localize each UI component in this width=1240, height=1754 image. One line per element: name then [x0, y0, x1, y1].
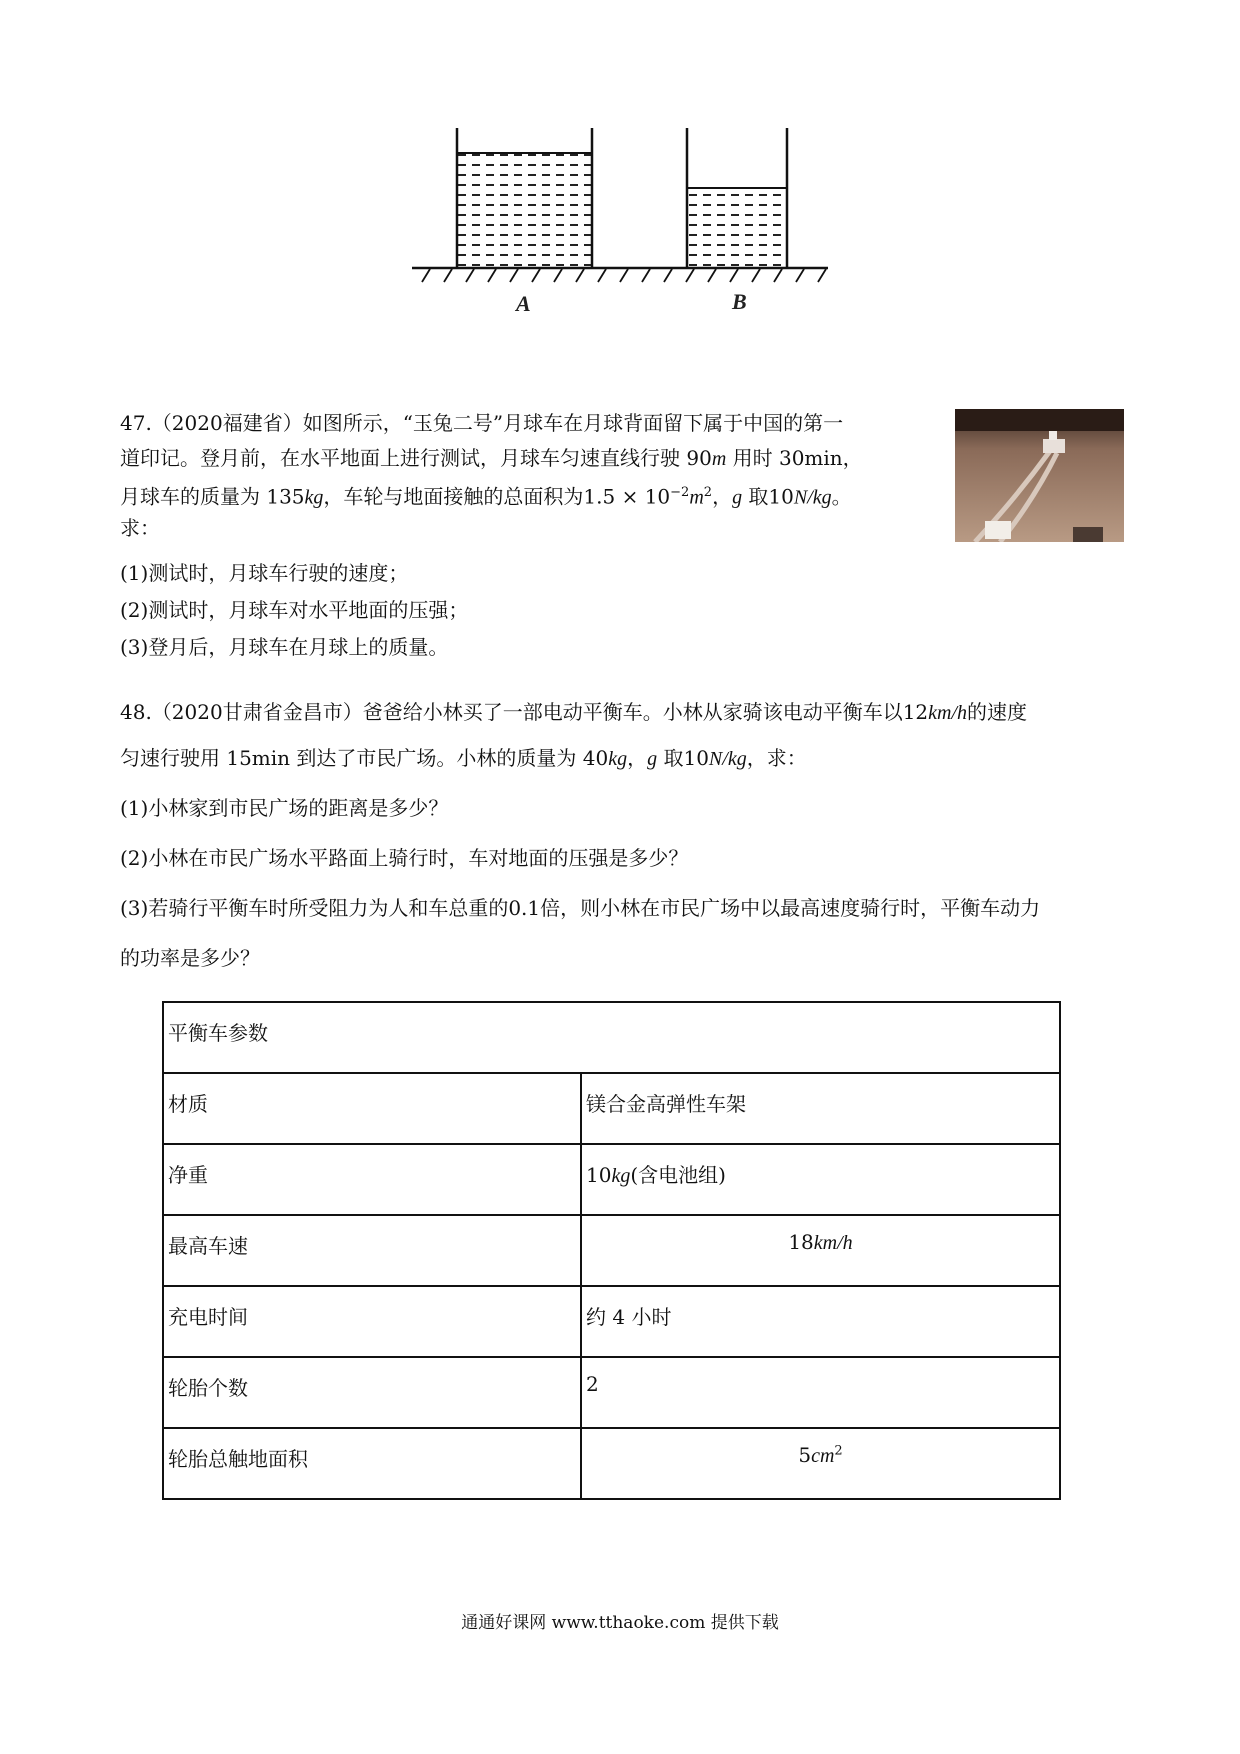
- ground-line: [412, 268, 828, 282]
- table-row: [163, 1144, 1060, 1215]
- table-value: 镁合金高弹性车架: [581, 1073, 1060, 1144]
- q48-comma: ，: [627, 746, 648, 770]
- table-title-row: [163, 1002, 1060, 1073]
- table-row: [163, 1428, 1060, 1499]
- value-unit: cm: [811, 1445, 835, 1467]
- q48-line2-text: 匀速行驶用 15min 到达了市民广场。小林的质量为 40: [120, 746, 609, 770]
- q47-take: 取10: [742, 484, 794, 509]
- value-unit: kg: [611, 1165, 631, 1187]
- table-value: [581, 1428, 1060, 1499]
- value-unit: km/h: [813, 1232, 853, 1254]
- q47-line2-text: 道印记。登月前，在水平地面上进行测试，月球车匀速直线行驶 90: [120, 446, 712, 470]
- q48-unit-kmh: km/h: [928, 702, 968, 724]
- q48-g: g: [647, 748, 658, 770]
- q48-line1-text: 48.（2020甘肃省金昌市）爸爸给小林买了一部电动平衡车。小林从家骑该电动平衡车以12: [120, 700, 929, 724]
- label-b: B: [732, 289, 747, 314]
- q47-sub1: (1)测试时，月球车行驶的速度；: [120, 561, 409, 585]
- q47-line2: [120, 443, 863, 474]
- table-value: [581, 1215, 1060, 1286]
- balance-car-params-table: [162, 1001, 1061, 1500]
- q47-unit-nkg: N/kg: [793, 486, 832, 509]
- beaker-b: [687, 128, 787, 268]
- table-label: 充电时间: [163, 1286, 581, 1357]
- table-value: 2: [581, 1357, 1060, 1428]
- q47-sub2: (2)测试时，月球车对水平地面的压强；: [120, 598, 469, 622]
- table-label: 轮胎个数: [163, 1357, 581, 1428]
- table-row: [163, 1215, 1060, 1286]
- table-value: [581, 1144, 1060, 1215]
- q47-line3: [120, 478, 852, 513]
- q47-period: 。: [831, 484, 852, 509]
- table-row: [163, 1073, 1060, 1144]
- value-rest: (含电池组): [630, 1163, 726, 1187]
- q48-sub3-line2: 的功率是多少？: [120, 946, 260, 970]
- q48-sub3-line1: (3)若骑行平衡车时所受阻力为人和车总重的0.1倍，则小林在市民广场中以最高速度骑行时，平衡车动力: [120, 896, 1041, 920]
- table-row: [163, 1357, 1060, 1428]
- q47-line3-area: ，车轮与地面接触的总面积为1.5 × 10: [323, 484, 671, 509]
- q47-g: g: [732, 486, 743, 509]
- q47-exp: −2: [670, 485, 690, 500]
- table-label: 最高车速: [163, 1215, 581, 1286]
- value-num: 18: [788, 1230, 814, 1254]
- q48-take: 取10: [657, 746, 709, 770]
- table-row: [163, 1286, 1060, 1357]
- q48-sub2: (2)小林在市民广场水平路面上骑行时，车对地面的压强是多少？: [120, 846, 689, 870]
- table-value: 约 4 小时: [581, 1286, 1060, 1357]
- value-sup: 2: [834, 1443, 843, 1459]
- q47-unit-m2: m: [689, 486, 704, 509]
- table-label: 轮胎总触地面积: [163, 1428, 581, 1499]
- value-num: 5: [798, 1443, 812, 1467]
- q48-line1: [120, 697, 1027, 728]
- q47-line4: 求：: [120, 516, 160, 540]
- footer: 通通好课网 www.tthaoke.com 提供下载: [461, 1613, 779, 1633]
- label-a: A: [516, 291, 531, 316]
- moon-rover-photo: [955, 409, 1124, 542]
- table-label: 净重: [163, 1144, 581, 1215]
- q47-sub3: (3)登月后，月球车在月球上的质量。: [120, 635, 449, 659]
- table-title: 平衡车参数: [163, 1002, 1060, 1073]
- q47-unit-kg: kg: [304, 486, 324, 509]
- q48-unit-nkg: N/kg: [708, 748, 747, 770]
- q48-line1-rest: 的速度: [967, 700, 1028, 724]
- q48-sub1: (1)小林家到市民广场的距离是多少？: [120, 796, 449, 820]
- q47-line2-rest: 用时 30min，: [726, 446, 863, 470]
- q48-ask: ，求：: [746, 746, 807, 770]
- beaker-a: [457, 128, 592, 268]
- table-label: 材质: [163, 1073, 581, 1144]
- q48-line2: [120, 743, 807, 774]
- q47-unit-m: m: [711, 448, 727, 470]
- q48-unit-kg: kg: [608, 748, 628, 770]
- q47-comma: ，: [712, 484, 733, 509]
- beakers-figure: [400, 120, 840, 320]
- q47-line1: 47.（2020福建省）如图所示，“玉兔二号”月球车在月球背面留下属于中国的第一: [120, 411, 844, 435]
- q47-sq: 2: [703, 485, 713, 500]
- q47-line3-text: 月球车的质量为 135: [120, 484, 305, 509]
- value-num: 10: [586, 1163, 612, 1187]
